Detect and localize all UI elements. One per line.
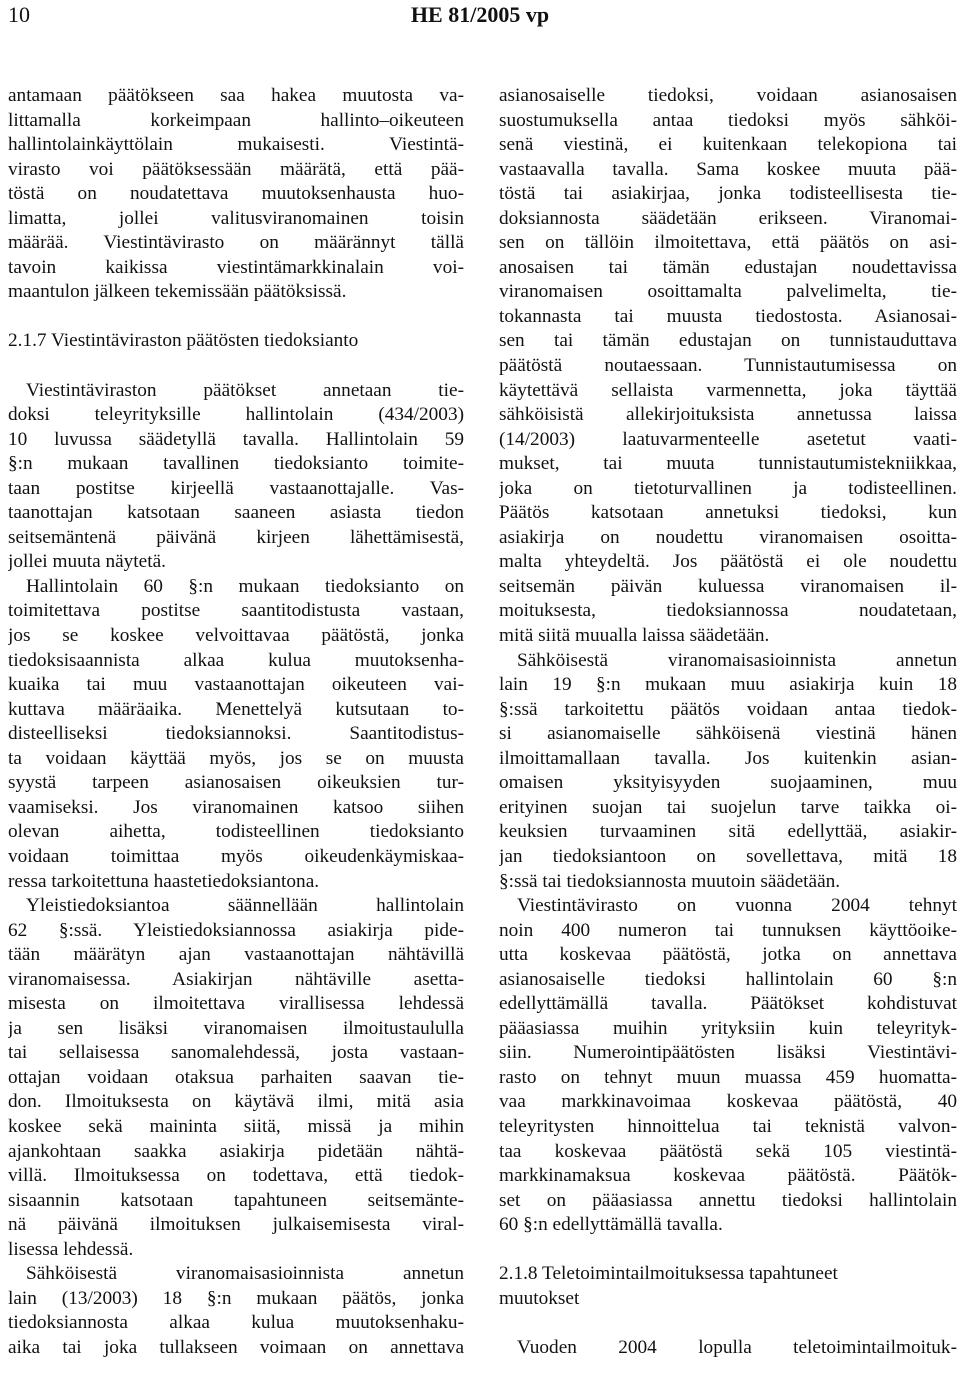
text-line: rasto on tehnyt muun muassa 459 huomatta- bbox=[499, 1066, 957, 1088]
text-line: tiedoksiannosta alkaa kulua muutoksenhaku- bbox=[8, 1312, 464, 1334]
text-line: §:ssä tai tiedoksiannosta muutoin säädetään. bbox=[499, 870, 841, 892]
text-line: senä viestinä, ei kuitenkaan telekopiona tai bbox=[499, 134, 957, 156]
right-column bbox=[499, 84, 957, 1360]
document-id: HE 81/2005 vp bbox=[410, 2, 550, 27]
text-line: suostumuksella antaa tiedoksi myös sähköi- bbox=[499, 109, 957, 131]
text-line: ottajan voidaan otaksua parhaiten saavan tie- bbox=[8, 1066, 464, 1088]
paragraph bbox=[8, 84, 464, 305]
text-line: siin. Numerointipäätösten lisäksi Viestintävi- bbox=[499, 1042, 957, 1064]
text-line: ja sen lisäksi viranomaisen ilmoitustaululla bbox=[8, 1017, 464, 1039]
text-line: villä. Ilmoituksessa on todettava, että tiedok- bbox=[8, 1165, 464, 1187]
text-line: mukset, tai muuta tunnistautumistekniikkaa, bbox=[499, 453, 957, 475]
text-line: aika tai joka tullakseen voimaan on annettava bbox=[8, 1336, 464, 1358]
text-line: sen tai tämän edustajan on tunnistauduttava bbox=[499, 330, 957, 352]
text-line: Yleistiedoksiantoa säännellään hallintolain bbox=[26, 895, 464, 917]
text-line: edellyttämällä tavalla. Päätökset kohdistuvat bbox=[499, 993, 957, 1015]
section-heading: 2.1.7 Viestintäviraston päätösten tiedoksianto bbox=[8, 330, 359, 352]
text-line: Viestintäviraston päätökset annetaan tie- bbox=[26, 379, 464, 401]
text-line: (14/2003) laatuvarmenteelle asetetut vaati- bbox=[499, 428, 957, 450]
text-line: ajankohtaan saakka asiakirja pidetään nähtä- bbox=[8, 1140, 464, 1162]
text-line: jollei muuta näytetä. bbox=[8, 551, 166, 573]
text-line: anosaisen tai tämän edustajan noudettavissa bbox=[499, 256, 957, 278]
text-line: tai sellaisessa sanomalehdessä, josta vastaan- bbox=[8, 1042, 464, 1064]
text-line: Hallintolain 60 §:n mukaan tiedoksianto on bbox=[26, 575, 464, 597]
text-line: virasto voi päätöksessään määrätä, että pää- bbox=[8, 158, 464, 180]
text-line: viranomaisen osoittamalta palvelimelta, tie- bbox=[499, 281, 957, 303]
text-line: markkinamaksua koskevaa päätöstä. Päätök- bbox=[499, 1165, 957, 1187]
text-line: littamalla korkeimpaan hallinto–oikeuteen bbox=[8, 109, 464, 131]
text-line: keuksien turvaaminen sitä edellyttää, asiakir- bbox=[499, 821, 957, 843]
text-line: kuttava määräaika. Menettelyä kutsutaan to- bbox=[8, 698, 464, 720]
text-line: mitä siitä muualla laissa säädetään. bbox=[499, 625, 770, 647]
text-line: sisaannin katsotaan tapahtuneen seitsemänte- bbox=[8, 1189, 464, 1211]
text-line: joka on tietoturvallinen ja todisteellinen. bbox=[499, 477, 957, 499]
paragraph bbox=[499, 84, 957, 649]
text-line: moituksesta, tiedoksiannossa noudatetaan, bbox=[499, 600, 957, 622]
heading-line: 2.1.8 Teletoimintailmoituksessa tapahtuneet bbox=[499, 1263, 838, 1285]
paragraph bbox=[8, 379, 464, 575]
text-line: Viestintävirasto on vuonna 2004 tehnyt bbox=[517, 895, 957, 917]
text-line: tään määrätyn ajan vastaanottajan nähtävillä bbox=[8, 944, 464, 966]
paragraph bbox=[8, 894, 464, 1262]
text-line: utta koskevaa päätöstä, jotka on annettava bbox=[499, 944, 957, 966]
text-line: pääasiassa muihin yrityksiin kuin teleyrityk- bbox=[499, 1017, 957, 1039]
text-line: asiakirja on noudettu viranomaisen osoitta- bbox=[499, 526, 957, 548]
text-line: seitsemäntenä päivänä kirjeen lähettämisestä, bbox=[8, 526, 464, 548]
text-line: taa koskevaa päätöstä sekä 105 viestintä- bbox=[499, 1140, 957, 1162]
text-line: jos se koskee velvoittavaa päätöstä, jonka bbox=[8, 625, 464, 647]
text-line: olevan aihetta, todisteellinen tiedoksianto bbox=[8, 821, 464, 843]
text-line: hallintolainkäyttölain mukaisesti. Viestintä- bbox=[8, 134, 464, 156]
text-line: vastaavalla tavalla. Sama koskee muuta pää- bbox=[499, 158, 957, 180]
text-line: antamaan päätökseen saa hakea muutosta va- bbox=[8, 85, 464, 106]
text-line: tiedoksisaannista alkaa kulua muutoksenha- bbox=[8, 649, 464, 671]
heading-line: muutokset bbox=[499, 1287, 580, 1309]
text-line: lisessa lehdessä. bbox=[8, 1238, 134, 1260]
text-line: nä päivänä ilmoituksen julkaisemisesta viral- bbox=[8, 1214, 464, 1236]
text-line: §:ssä tarkoitettu päätös voidaan antaa tiedok- bbox=[499, 698, 957, 720]
text-line: don. Ilmoituksesta on käytävä ilmi, mitä asia bbox=[8, 1091, 464, 1113]
text-line: doksiannosta säädetään erikseen. Viranomai- bbox=[499, 207, 957, 229]
text-line: vaamiseksi. Jos viranomainen katsoo siihen bbox=[8, 796, 464, 818]
text-line: käytettävä sellaista varmennetta, joka täyttää bbox=[499, 379, 957, 401]
text-line: seitsemän päivän kuluessa viranomaisen il- bbox=[499, 575, 957, 597]
text-line: määrää. Viestintävirasto on määrännyt tällä bbox=[8, 232, 464, 254]
text-line: si asianomaiselle sähköisenä viestinä hänen bbox=[499, 723, 957, 745]
text-line: taanottajan katsotaan saaneen asiasta tiedon bbox=[8, 502, 464, 524]
text-line: disteelliseksi tiedoksiannoksi. Saantitodistus- bbox=[8, 723, 464, 745]
text-line: toimitettava postitse saantitodistusta vastaan, bbox=[8, 600, 464, 622]
text-line: jan tiedoksiantoon on sovellettava, mitä 18 bbox=[499, 845, 957, 867]
text-line: §:n mukaan tavallinen tiedoksianto toimite- bbox=[8, 453, 464, 475]
text-line: noin 400 numeron tai tunnuksen käyttöoike- bbox=[499, 919, 957, 941]
text-line: syystä tarpeen asianosaisen oikeuksien tur- bbox=[8, 772, 464, 794]
text-line: töstä on noudatettava muutoksenhausta huo- bbox=[8, 183, 464, 205]
paragraph bbox=[499, 894, 957, 1238]
text-line: töstä tai asiakirjaa, jonka todisteellisesta tie- bbox=[499, 183, 957, 205]
text-line: maantulon jälkeen tekemissään päätöksissä. bbox=[8, 281, 347, 303]
text-line: lain (13/2003) 18 §:n mukaan päätös, jonka bbox=[8, 1287, 464, 1309]
text-line: 10 luvussa säädetyllä tavalla. Hallintolain 59 bbox=[8, 428, 464, 450]
text-line: 62 §:ssä. Yleistiedoksiannossa asiakirja pide- bbox=[8, 919, 464, 941]
text-line: lain 19 §:n mukaan muu asiakirja kuin 18 bbox=[499, 674, 957, 696]
page-number: 10 bbox=[8, 2, 30, 27]
text-line: set on pääasiassa annettu tiedoksi hallintolain bbox=[499, 1189, 957, 1211]
text-line: sähköisistä allekirjoituksista annetussa laissa bbox=[499, 404, 957, 426]
text-line: voidaan toimittaa myös oikeudenkäymiskaa- bbox=[8, 845, 464, 867]
text-line: Sähköisestä viranomaisasioinnista annetun bbox=[517, 649, 957, 671]
text-line: sen on tällöin ilmoitettava, että päätös on asi- bbox=[499, 232, 957, 254]
text-line: omaisen yksityisyyden suojaaminen, muu bbox=[499, 772, 957, 794]
text-line: asianosaiselle tiedoksi hallintolain 60 §:n bbox=[499, 968, 957, 990]
text-line: misesta on ilmoitettava virallisessa lehdessä bbox=[8, 993, 464, 1015]
text-line: tokannasta tai muusta tiedostosta. Asianosai- bbox=[499, 305, 957, 327]
paragraph bbox=[499, 1336, 957, 1361]
text-line: taan postitse kirjeellä vastaanottajalle. Vas- bbox=[8, 477, 464, 499]
page-header bbox=[0, 2, 960, 32]
text-line: asianosaiselle tiedoksi, voidaan asianosaisen bbox=[499, 85, 957, 106]
text-line: viranomaisessa. Asiakirjan nähtäville asetta- bbox=[8, 968, 464, 990]
text-line: tavoin kaikissa viestintämarkkinalain voi- bbox=[8, 256, 464, 278]
text-line: 60 §:n edellyttämällä tavalla. bbox=[499, 1214, 723, 1236]
text-line: Sähköisestä viranomaisasioinnista annetun bbox=[26, 1263, 464, 1285]
text-line: ilmoittamallaan tavalla. Jos kuitenkin asian- bbox=[499, 747, 957, 769]
left-column bbox=[8, 84, 464, 1360]
paragraph bbox=[8, 1262, 464, 1360]
text-line: ressa tarkoitettuna haastetiedoksiantona. bbox=[8, 870, 320, 892]
text-line: erityinen suojan tai suojelun tarve taikka oi- bbox=[499, 796, 957, 818]
paragraph bbox=[8, 575, 464, 894]
text-line: malta yhteydeltä. Jos päätöstä ei ole noudettu bbox=[499, 551, 957, 573]
text-line: doksi teleyrityksille hallintolain (434/2003) bbox=[8, 404, 464, 426]
text-line: Päätös katsotaan annetuksi tiedoksi, kun bbox=[499, 502, 957, 524]
text-line: Vuoden 2004 lopulla teletoimintailmoituk- bbox=[517, 1336, 957, 1358]
text-line: päätöstä noutaessaan. Tunnistautumisessa on bbox=[499, 355, 957, 377]
text-line: kuaika tai muu vastaanottajan oikeuteen vai- bbox=[8, 674, 464, 696]
text-line: vaa markkinavoimaa koskevaa päätöstä, 40 bbox=[499, 1091, 957, 1113]
text-line: ta voidaan käyttää myös, jos se on muusta bbox=[8, 747, 464, 769]
text-line: teleyritysten hinnoittelua tai teknistä valvon- bbox=[499, 1115, 957, 1137]
text-line: limatta, jollei valitusviranomainen toisin bbox=[8, 207, 464, 229]
paragraph bbox=[499, 649, 957, 894]
section-heading bbox=[499, 1262, 957, 1311]
text-line: koskee sekä maininta siitä, missä ja mihin bbox=[8, 1115, 464, 1137]
